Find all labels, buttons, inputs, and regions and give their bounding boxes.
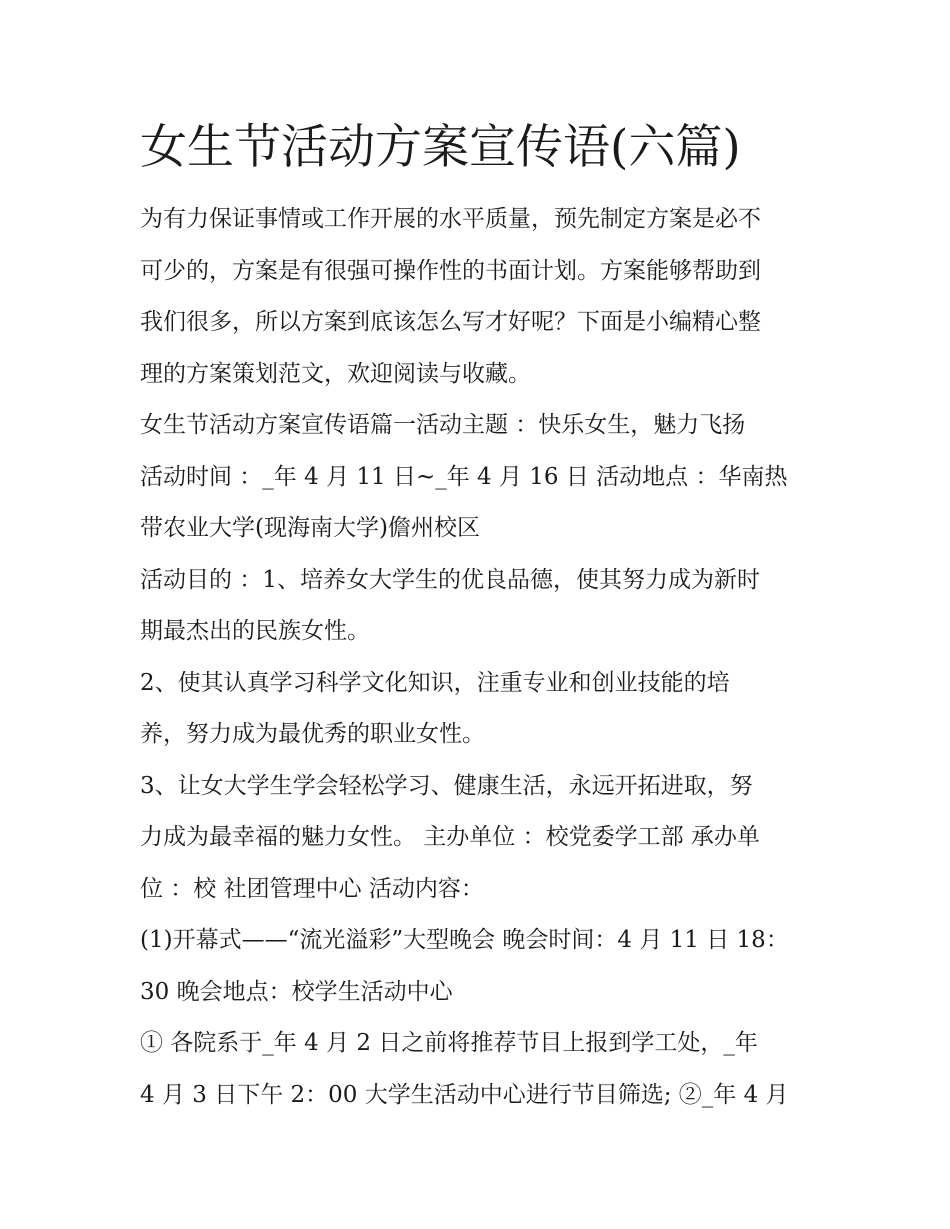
body-line: 位 ：校 社团管理中心 活动内容：: [140, 875, 484, 902]
body-line: 活动时间 ：_年 4 月 11 日~_年 4 月 16 日 活动地点 ：华南热: [140, 463, 788, 490]
body-line: 为有力保证事情或工作开展的水平质量，预先制定方案是必不: [140, 206, 761, 232]
body-line: 3、让女大学生学会轻松学习、健康生活，永远开拓进取，努: [140, 772, 753, 799]
body-line: 2、使其认真学习科学文化知识，注重专业和创业技能的培: [140, 669, 730, 696]
document-title: 女生节活动方案宣传语(六篇): [140, 120, 741, 175]
body-line: 理的方案策划范文，欢迎阅读与收藏。: [140, 360, 531, 387]
document-page: [140, 112, 820, 1121]
document-body: [140, 194, 820, 1121]
body-line: 力成为最幸福的魅力女性。 主办单位 ：校党委学工部 承办单: [140, 824, 760, 850]
body-line: ① 各院系于_年 4 月 2 日之前将推荐节目上报到学工处，_年: [140, 1030, 758, 1056]
body-line: 养，努力成为最优秀的职业女性。: [140, 721, 485, 747]
body-line: 我们很多，所以方案到底该怎么写才好呢？下面是小编精心整: [140, 309, 761, 335]
body-line: 活动目的 ：1、培养女大学生的优良品德，使其努力成为新时: [140, 566, 760, 593]
body-line: 4 月 3 日下午 2：00 大学生活动中心进行节目筛选; ②_年 4 月: [140, 1081, 789, 1108]
body-line: 期最杰出的民族女性。: [140, 618, 370, 644]
body-line: 女生节活动方案宣传语篇一活动主题 ：快乐女生，魅力飞扬: [140, 412, 746, 438]
body-line: (1)开幕式——“流光溢彩”大型晚会 晚会时间：4 月 11 日 18：: [140, 927, 789, 953]
body-line: 带农业大学(现海南大学)儋州校区: [140, 515, 480, 541]
body-line: 可少的，方案是有很强可操作性的书面计划。方案能够帮助到: [140, 257, 761, 284]
body-line: 30 晚会地点：校学生活动中心: [140, 978, 453, 1005]
